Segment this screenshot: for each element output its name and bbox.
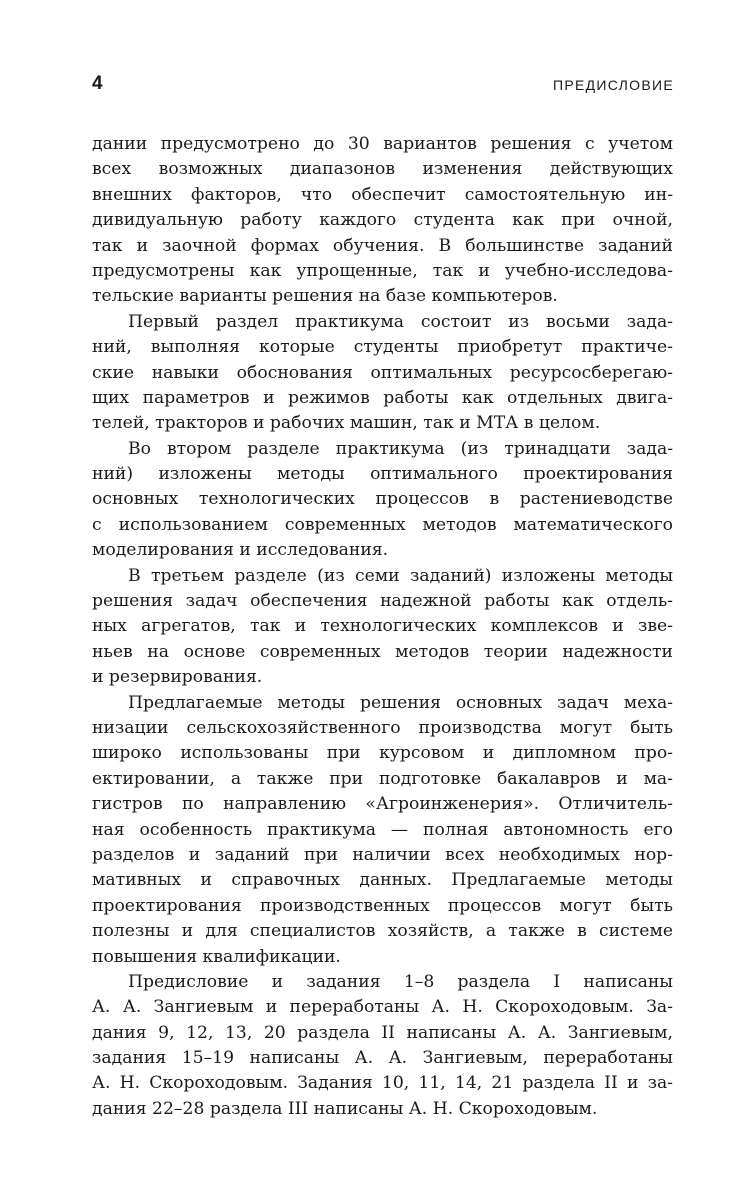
text-line: дивидуальную работу каждого студента как при очной, [92, 210, 673, 231]
text-line: внешних факторов, что обеспечит самостоятельную ин- [92, 184, 673, 205]
text-line: А. А. Зангиевым и переработаны А. Н. Скороходовым. За- [92, 997, 673, 1018]
text-line: повышения квалификации. [92, 946, 341, 967]
text-line: ний) изложены методы оптимального проектирования [92, 464, 673, 485]
text-line: дании предусмотрено до 30 вариантов решения с учетом [92, 134, 673, 154]
text-line: А. Н. Скороходовым. Задания 10, 11, 14, 21 раздела II и за- [92, 1073, 673, 1094]
text-line: решения задач обеспечения надежной работы как отдель- [92, 591, 673, 612]
text-line: предусмотрены как упрощенные, так и учебно-исследова- [92, 260, 673, 281]
text-line: всех возможных диапазонов изменения действующих [92, 159, 673, 180]
text-line: Во втором разделе практикума (из тринадцати зада- [128, 438, 673, 459]
body-text [92, 132, 673, 1122]
paragraph [92, 132, 673, 310]
paragraph [92, 564, 673, 691]
text-line: ньев на основе современных методов теории надежности [92, 641, 673, 662]
text-line: низации сельскохозяйственного производства могут быть [92, 717, 673, 738]
paragraph [92, 970, 673, 1122]
text-line: ная особенность практикума — полная автономность его [92, 819, 673, 840]
text-line: моделирования и исследования. [92, 540, 389, 561]
text-line: ных агрегатов, так и технологических комплексов и зве- [92, 616, 673, 637]
paragraph [92, 691, 673, 970]
text-line: с использованием современных методов математического [92, 514, 673, 535]
text-line: Предисловие и задания 1–8 раздела I написаны [128, 971, 673, 992]
text-line: разделов и заданий при наличии всех необходимых нор- [92, 844, 673, 865]
text-line: ний, выполняя которые студенты приобретут практиче- [92, 337, 673, 358]
text-line: и резервирования. [92, 667, 263, 688]
text-line: В третьем разделе (из семи заданий) изложены методы [128, 565, 673, 586]
text-line: задания 15–19 написаны А. А. Зангиевым, переработаны [92, 1048, 673, 1069]
text-line: полезны и для специалистов хозяйств, а также в системе [92, 921, 673, 942]
text-line: ские навыки обоснования оптимальных ресурсосберегаю- [92, 362, 673, 383]
paragraph [92, 437, 673, 564]
text-line: дания 9, 12, 13, 20 раздела II написаны А. А. Зангиевым, [92, 1022, 673, 1043]
text-line: широко использованы при курсовом и дипломном про- [92, 743, 673, 764]
text-line: так и заочной формах обучения. В большинстве заданий [92, 235, 673, 256]
text-line: основных технологических процессов в растениеводстве [92, 489, 673, 510]
running-head: ПРЕДИСЛОВИЕ [552, 77, 674, 93]
text-line: Первый раздел практикума состоит из восьми зада- [128, 311, 673, 332]
text-line: телей, тракторов и рабочих машин, так и МТА в целом. [92, 413, 601, 434]
text-line: мативных и справочных данных. Предлагаемые методы [92, 870, 673, 891]
text-line: щих параметров и режимов работы как отдельных двига- [92, 387, 673, 408]
text-line: ектировании, а также при подготовке бакалавров и ма- [92, 768, 673, 789]
page-number: 4 [92, 73, 103, 94]
text-line: гистров по направлению «Агроинженерия». Отличитель- [92, 794, 673, 815]
text-line: тельские варианты решения на базе компьютеров. [92, 286, 558, 307]
paragraph [92, 310, 673, 437]
text-line: Предлагаемые методы решения основных задач меха- [128, 692, 673, 713]
text-line: проектирования производственных процессов могут быть [92, 895, 673, 916]
text-line: дания 22–28 раздела III написаны А. Н. Скороходовым. [92, 1098, 598, 1119]
